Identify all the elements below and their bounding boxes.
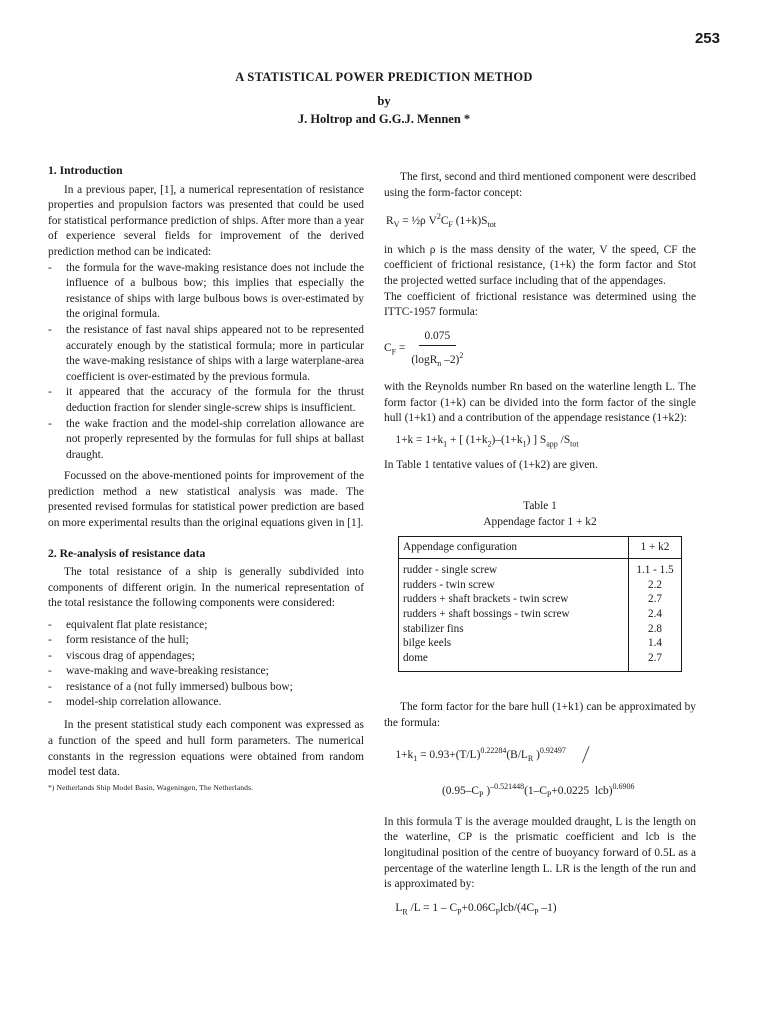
- right-column: [384, 170, 696, 920]
- paper-title: A STATISTICAL POWER PREDICTION METHOD: [235, 70, 533, 84]
- table-row: [399, 578, 682, 593]
- table-row: [399, 559, 682, 578]
- intro-paragraph-2: Focussed on the above-mentioned points for improvement of the prediction method a new statistical analysis was made. The presented revised formulas for statistical power prediction are based on more experimental results than the original equations given in [1].: [48, 470, 364, 530]
- table-cell: 1.1 - 1.5: [629, 559, 682, 578]
- bare-hull-paragraph: The form factor for the bare hull (1+k1) can be approximated by the formula:: [384, 701, 696, 729]
- component-item: - equivalent flat plate resistance;: [48, 618, 364, 633]
- appendage-factor-table: [398, 536, 682, 673]
- formula-explanation: in which ρ is the mass density of the water, V the speed, CF the coefficient of frictional resistance, (1+k) the form factor and Stot the projected wetted surface including that of the appendages.: [384, 243, 696, 288]
- table-cell: rudders - twin screw: [403, 578, 495, 591]
- authors: J. Holtrop and G.G.J. Mennen *: [297, 112, 471, 126]
- table-cell: 1.4: [629, 636, 682, 651]
- left-column: [48, 163, 364, 793]
- table-reference: In Table 1 tentative values of (1+k2) are given.: [384, 458, 598, 471]
- footnote: *) Netherlands Ship Model Basin, Wageningen, The Netherlands.: [48, 782, 254, 792]
- reanalysis-paragraph-2: In the present statistical study each component was expressed as a function of the speed and hull form parameters. The numerical constants in the regression equations were obtained from random model test data.: [48, 719, 364, 779]
- table-cell: bilge keels: [403, 637, 452, 650]
- intro-bullet-list: [48, 261, 364, 464]
- component-item: - form resistance of the hull;: [48, 633, 364, 648]
- table-cell: 2.7: [629, 651, 682, 672]
- ittc-intro: The coefficient of frictional resistance was determined using the ITTC-1957 formula:: [384, 290, 696, 319]
- intro-bullet: - it appeared that the accuracy of the formula for the thrust deduction fraction for slender single-screw ships is insufficient.: [48, 385, 364, 416]
- draught-paragraph: In this formula T is the average moulded draught, L is the length on the waterline, CP is the prismatic coefficient and lcb is the longitudinal position of the centre of buoyancy forward of 0.5L as a percentage of the waterline length L. LR is the length of the run and is approximated by:: [384, 815, 696, 891]
- formula-ittc-1957: $C_F$ = $\frac{0.075}{(\log R_n -2)^2}$: [384, 329, 464, 369]
- table-cell: rudders + shaft brackets - twin screw: [403, 593, 569, 606]
- table-cell: 2.2: [629, 578, 682, 593]
- table-row: [399, 592, 682, 607]
- intro-bullet: - the formula for the wave-making resistance does not include the influence of a bulbous bow; this implies that especially the resistance of ships with large bulbous bows is over-estimated by the original formula.: [48, 261, 364, 323]
- table-cell: 2.7: [629, 592, 682, 607]
- table-header: 1 + k2: [629, 536, 682, 559]
- component-item: - viscous drag of appendages;: [48, 649, 364, 664]
- section-heading-reanalysis: 2. Re-analysis of resistance data: [48, 546, 206, 560]
- table-caption-number: Table 1: [523, 500, 557, 513]
- intro-bullet: - the wake fraction and the model-ship correlation allowance are not properly represented by the formulas for full ships at ballast draught.: [48, 417, 364, 464]
- table-cell: stabilizer fins: [403, 622, 464, 635]
- component-item: - wave-making and wave-breaking resistance;: [48, 664, 364, 679]
- intro-bullet: - the resistance of fast naval ships appeared not to be represented accurately enough by the statistical formula; more in particular the wave-making resistance of ships with a large waterplane-area coefficient is over-estimated by the previous formula.: [48, 323, 364, 385]
- intro-paragraph-1: In a previous paper, [1], a numerical representation of resistance properties and propulsion factors was presented that could be used for statistical performance prediction of ships. After more than a year of experience several fields for improvement of the derived prediction method can be indicated:: [48, 183, 364, 258]
- page-number: 253: [694, 30, 720, 47]
- table-cell: dome: [403, 651, 428, 664]
- formula-run-length: $L_R$ $/L = 1 - C_P+0.06C_Plcb/(4C_P$ –1): [384, 901, 557, 917]
- table-caption-title: Appendage factor 1 + k2: [483, 515, 597, 528]
- table-row: [399, 636, 682, 651]
- formula-k1-part-2: ($0.95-C_P$ )$^{-0.521448}(1-C_P+0.0225$ lcb)$^{0.6906}$: [442, 782, 635, 800]
- component-item: - resistance of a (not fully immersed) bulbous bow;: [48, 680, 364, 695]
- table-header-row: [399, 536, 682, 559]
- table-cell: rudder - single screw: [403, 564, 498, 577]
- table-header: Appendage configuration: [399, 536, 629, 559]
- table-cell: rudders + shaft bossings - twin screw: [403, 607, 570, 620]
- table-row: [399, 651, 682, 672]
- table-row: [399, 622, 682, 637]
- pen-mark: [582, 746, 597, 766]
- formula-form-factor: $1+k = 1+k_1$ + [ $(1+k_2)-(1+k_1)$ ] $S_{app}$ $/S_{tot}$: [384, 433, 579, 449]
- table-cell: 2.4: [629, 607, 682, 622]
- byline: by: [377, 94, 391, 108]
- component-item: - model-ship correlation allowance.: [48, 695, 364, 710]
- table-row: [399, 607, 682, 622]
- section-heading-introduction: 1. Introduction: [48, 164, 123, 177]
- reynolds-paragraph: with the Reynolds number Rn based on the waterline length L. The form factor (1+k) can be divided into the form factor of the single hull (1+k1) and a contribution of the appendage resistance (1+k2):: [384, 381, 696, 425]
- formula-total-resistance: $R_V$ = ½ρ $V^2C_F$ $(1+k)S_{tot}$: [386, 212, 496, 230]
- formula-k1-part-1: $1+k_1 = 0.93+(T/L)^{0.22284}(B/L_R$ )$^{0.92497}$: [384, 743, 696, 767]
- form-factor-intro: The first, second and third mentioned component were described using the form-factor concept:: [384, 171, 696, 199]
- reanalysis-paragraph-1: The total resistance of a ship is generally subdivided into components of different origin. In the numerical representation of the total resistance the following components were considered:: [48, 566, 364, 610]
- components-list: [48, 618, 364, 710]
- table-cell: 2.8: [629, 622, 682, 637]
